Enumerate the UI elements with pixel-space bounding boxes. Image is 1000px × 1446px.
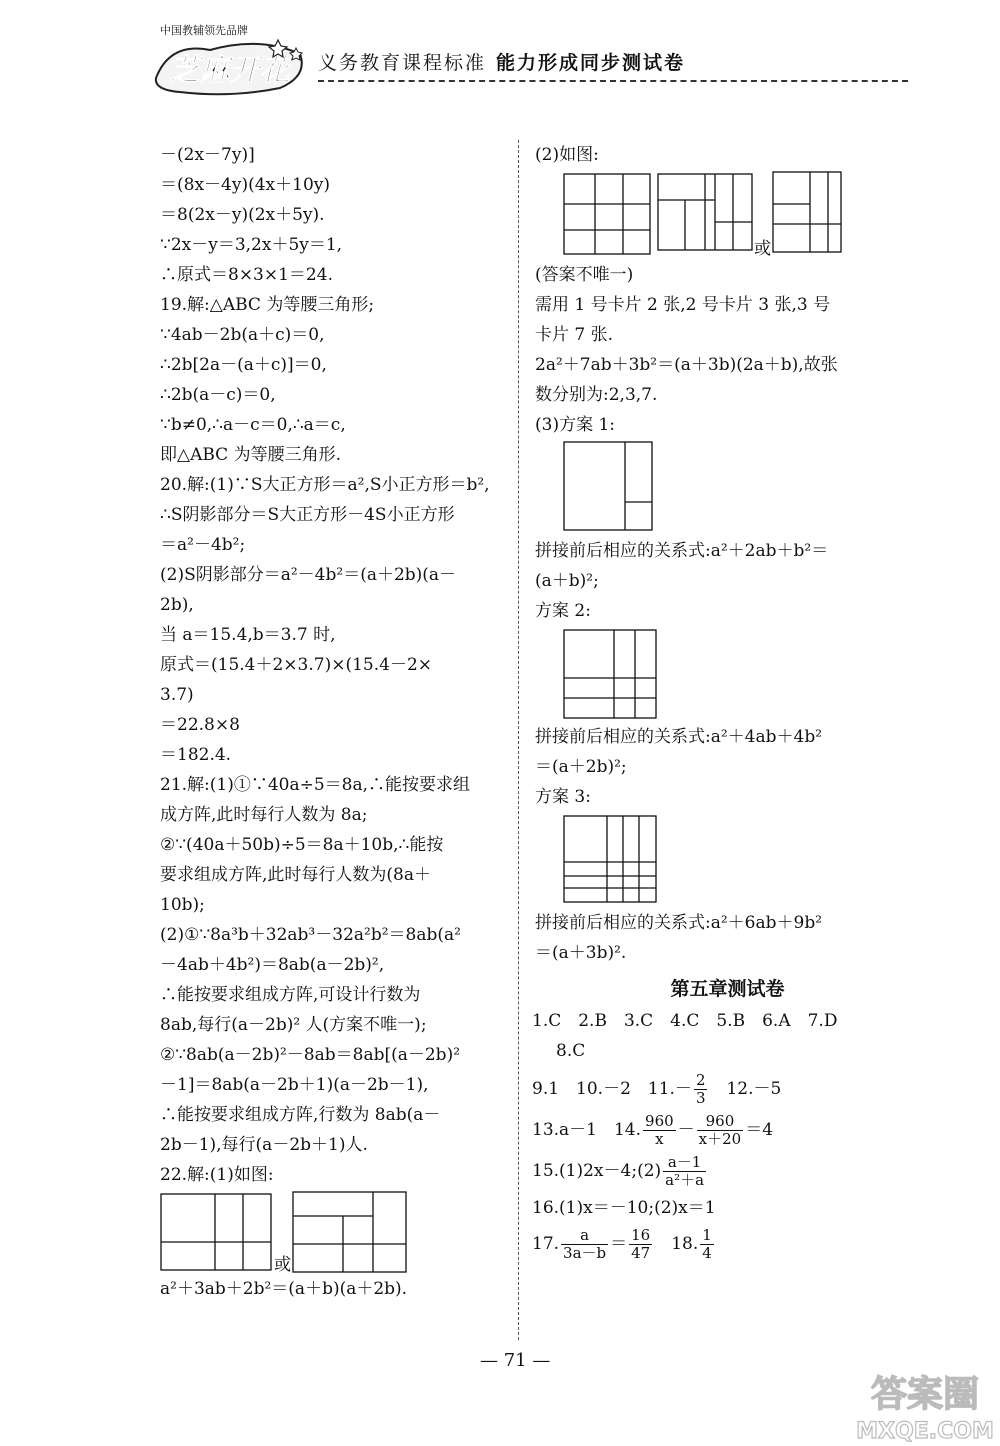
text-line: ∵2x－y＝3,2x＋5y＝1, bbox=[160, 235, 343, 255]
q21-title: 21.解:(1)①∵40a÷5＝8a,∴能按要求组 bbox=[160, 775, 471, 795]
text-line: (a＋b)²; bbox=[535, 571, 599, 591]
text-line: 成方阵,此时每行人数为 8a; bbox=[160, 805, 368, 825]
text-line: －4ab＋4b²)＝8ab(a－2b)², bbox=[160, 955, 385, 975]
text-line: ∴2b(a－c)＝0, bbox=[160, 385, 276, 405]
fraction: $\frac{a}{3a-b}$ bbox=[563, 1226, 607, 1262]
text-line: (2)S阴影部分＝a²－4b²＝(a＋2b)(a－ bbox=[160, 565, 457, 585]
text-line: 需用 1 号卡片 2 张,2 号卡片 3 张,3 号 bbox=[535, 295, 831, 315]
text-line: ②∵8ab(a－2b)²－8ab＝8ab[(a－2b)² bbox=[160, 1045, 461, 1065]
q22-figure bbox=[160, 1190, 420, 1274]
fraction: $\frac{2}{3}$ bbox=[695, 1071, 706, 1107]
text-line: 原式＝(15.4＋2×3.7)×(15.4－2× bbox=[160, 655, 432, 675]
answer-8: 8.C bbox=[556, 1041, 586, 1061]
watermark-domain: MXQE.COM bbox=[856, 1419, 994, 1444]
brand-logo bbox=[150, 32, 310, 98]
fraction: $\frac{16}{47}$ bbox=[631, 1226, 651, 1262]
or-label: 或 bbox=[754, 239, 771, 259]
text-line: ∴2b[2a－(a＋c)]＝0, bbox=[160, 355, 327, 375]
plan-3-figure bbox=[535, 812, 675, 908]
plan-2-label: 方案 2: bbox=[535, 601, 591, 621]
q22-part2: (2)如图: bbox=[535, 145, 599, 165]
q22-title: 22.解:(1)如图: bbox=[160, 1165, 274, 1185]
text-line: ∴能按要求组成方阵,行数为 8ab(a－ bbox=[160, 1105, 441, 1125]
q19-title: 19.解:△ABC 为等腰三角形; bbox=[160, 295, 375, 315]
text-line: 拼接前后相应的关系式:a²＋2ab＋b²＝ bbox=[535, 541, 829, 561]
text-line: 10b); bbox=[160, 895, 205, 915]
fraction: $\frac{a-1}{\text{a²＋a}}$ bbox=[665, 1153, 705, 1189]
text-line: 当 a＝15.4,b＝3.7 时, bbox=[160, 625, 336, 645]
text-line: 8ab,每行(a－2b)² 人(方案不唯一); bbox=[160, 1015, 427, 1035]
watermark-text: 答案圈 bbox=[870, 1374, 980, 1415]
fraction: $\frac{960}{x}$ bbox=[645, 1112, 674, 1148]
text-line: 2b－1),每行(a－2b＋1)人. bbox=[160, 1135, 368, 1155]
text-line: 数分别为:2,3,7. bbox=[535, 385, 658, 405]
text-line: 2b), bbox=[160, 595, 194, 615]
text-line: 拼接前后相应的关系式:a²＋6ab＋9b² bbox=[535, 913, 823, 933]
text-line: ②∵(40a＋50b)÷5＝8a＋10b,∴能按 bbox=[160, 835, 444, 855]
page-header bbox=[150, 20, 740, 110]
brand-tagline: 中国教辅领先品牌 bbox=[160, 24, 248, 37]
q22-equation: a²＋3ab＋2b²＝(a＋b)(a＋2b). bbox=[160, 1279, 408, 1299]
fraction: $\frac{1}{4}$ bbox=[702, 1226, 712, 1262]
header-rule bbox=[318, 80, 908, 82]
answers-13-14: 13.a－1 14. $\frac{960}{x}$ － $\frac{960}{x+20}$ ＝4 bbox=[532, 1112, 774, 1148]
plan-1-label: (3)方案 1: bbox=[535, 415, 616, 435]
answers-17-18: 17. $\frac{a}{3a-b}$ ＝ $\frac{16}{47}$ 18. $\frac{1}{4}$ bbox=[532, 1226, 712, 1262]
text-line: ＝22.8×8 bbox=[160, 715, 240, 735]
text-line: 2a²＋7ab＋3b²＝(a＋3b)(2a＋b),故张 bbox=[535, 355, 838, 375]
chapter-title: 第五章测试卷 bbox=[670, 978, 785, 1000]
logo-text: 芝麻开花 bbox=[170, 53, 290, 88]
text-line: －1]＝8ab(a－2b＋1)(a－2b－1), bbox=[160, 1075, 429, 1095]
text-line: ∴能按要求组成方阵,可设计行数为 bbox=[160, 985, 421, 1005]
text-line: ＝182.4. bbox=[160, 745, 232, 765]
answer-note: (答案不唯一) bbox=[535, 265, 634, 285]
q20-title: 20.解:(1)∵S大正方形＝a²,S小正方形＝b², bbox=[160, 475, 490, 495]
right-column bbox=[532, 140, 920, 1262]
text-line: (2)①∵8a³b＋32ab³－32a²b²＝8ab(a² bbox=[160, 925, 461, 945]
text-line: 3.7) bbox=[160, 685, 194, 705]
text-line: ∴原式＝8×3×1＝24. bbox=[160, 265, 333, 285]
plan-3-label: 方案 3: bbox=[535, 787, 591, 807]
text-line: ＝8(2x－y)(2x＋5y). bbox=[160, 205, 325, 225]
column-divider bbox=[518, 140, 519, 1340]
text-line: ∴S阴影部分＝S大正方形－4S小正方形 bbox=[160, 505, 455, 525]
answer-16: 16.(1)x＝－10;(2)x＝1 bbox=[532, 1198, 716, 1218]
watermark-logo bbox=[850, 1362, 1000, 1446]
text-line: 拼接前后相应的关系式:a²＋4ab＋4b² bbox=[535, 727, 823, 747]
fraction: $\frac{960}{x+20}$ bbox=[698, 1112, 742, 1148]
plan-1-figure bbox=[535, 440, 675, 536]
answers-1-7: 1.C 2.B 3.C 4.C 5.B 6.A 7.D bbox=[532, 1011, 838, 1031]
answers-9-12: 9.1 10.－2 11.－ $\frac{2}{3}$ 12.－5 bbox=[532, 1071, 782, 1107]
text-line: 要求组成方阵,此时每行人数为(8a＋ bbox=[160, 865, 431, 885]
text-line: ∵b≠0,∴a－c＝0,∴a＝c, bbox=[160, 415, 346, 435]
page-number: — 71 — bbox=[480, 1350, 551, 1371]
header-title bbox=[318, 48, 685, 75]
text-line: ＝(8x－4y)(4x＋10y) bbox=[160, 175, 330, 195]
text-line: ＝(a＋2b)²; bbox=[535, 757, 627, 777]
q22-part2-figure bbox=[535, 170, 845, 260]
text-line: 卡片 7 张. bbox=[535, 325, 614, 345]
text-line: ＝a²－4b²; bbox=[160, 535, 246, 555]
answer-15: 15.(1)2x－4;(2) $\frac{a-1}{\text{a²＋a}}$ bbox=[532, 1153, 705, 1189]
text-line: ＝(a＋3b)². bbox=[535, 943, 627, 963]
text-line: －(2x－7y)] bbox=[160, 145, 255, 165]
or-label: 或 bbox=[274, 1255, 291, 1274]
plan-2-figure bbox=[535, 626, 675, 722]
header-title-bold: 能力形成同步测试卷 bbox=[496, 52, 686, 74]
left-column bbox=[160, 140, 510, 1304]
text-line: 即△ABC 为等腰三角形. bbox=[160, 445, 341, 465]
header-title-main: 义务教育课程标准 bbox=[318, 52, 487, 74]
text-line: ∵4ab－2b(a＋c)＝0, bbox=[160, 325, 325, 345]
